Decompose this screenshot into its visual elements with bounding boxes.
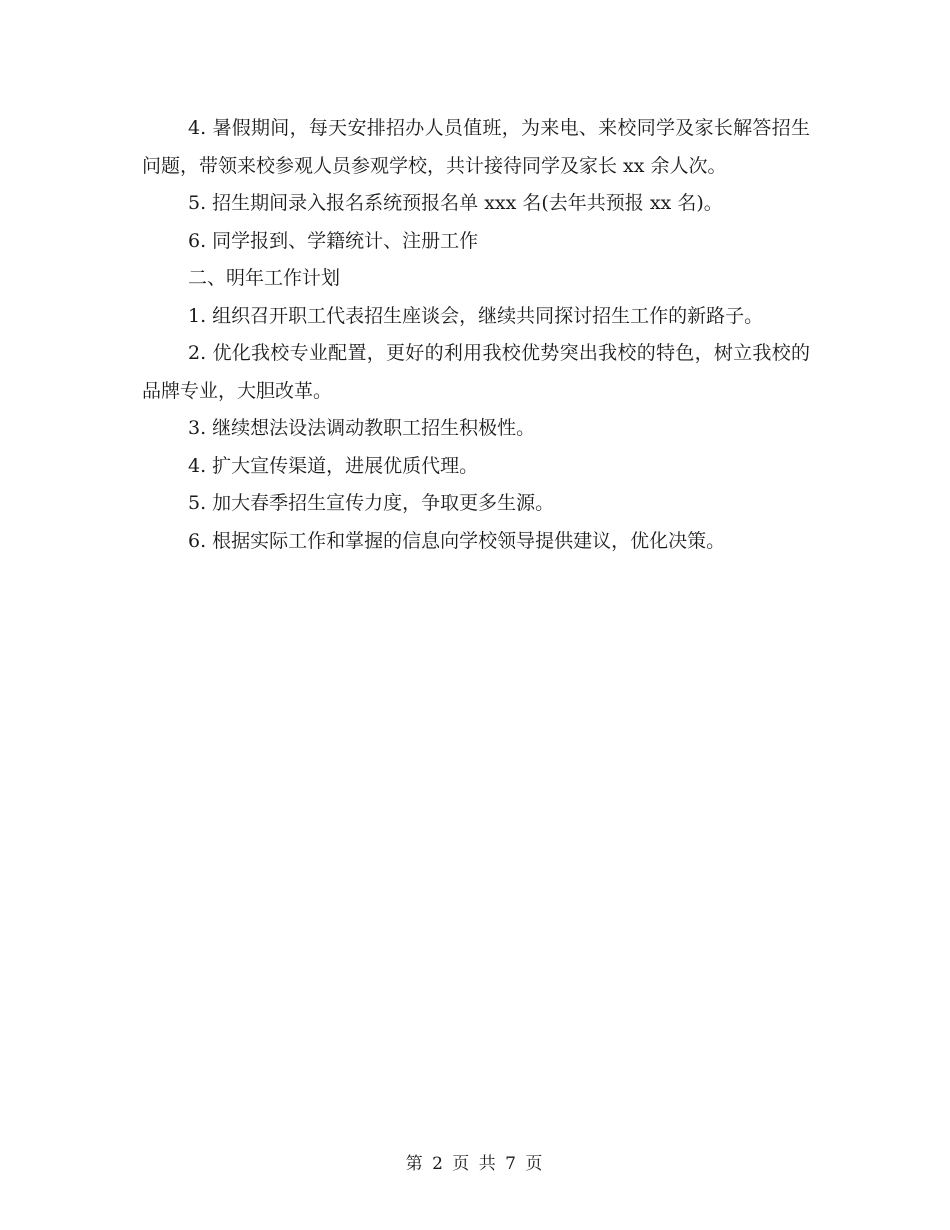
page-number-footer: 第 2 页 共 7 页 (405, 1154, 545, 1174)
plan-item-5: 5. 加大春季招生宣传力度，争取更多生源。 (188, 492, 555, 514)
plan-item-2: 2. 优化我校专业配置，更好的利用我校优势突出我校的特色，树立我校的品牌专业，大胆改革。 (142, 342, 810, 402)
paragraph-item-5: 5. 招生期间录入报名系统预报名单 xxx 名(去年共预报 xx 名)。 (188, 192, 723, 214)
plan-item-1: 1. 组织召开职工代表招生座谈会，继续共同探讨招生工作的新路子。 (188, 304, 764, 327)
document-body (142, 110, 810, 560)
plan-item-4: 4. 扩大宣传渠道，进展优质代理。 (188, 454, 479, 477)
plan-item-3: 3. 继续想法设法调动教职工招生积极性。 (188, 417, 536, 439)
paragraph-item-6: 6. 同学报到、学籍统计、注册工作 (188, 229, 479, 252)
section-heading: 二、明年工作计划 (188, 267, 341, 289)
plan-item-6: 6. 根据实际工作和掌握的信息向学校领导提供建议，优化决策。 (188, 529, 726, 552)
paragraph-item-4: 4. 暑假期间，每天安排招办人员值班，为来电、来校同学及家长解答招生问题，带领来校参观人员参观学校，共计接待同学及家长 xx 余人次。 (142, 117, 810, 177)
